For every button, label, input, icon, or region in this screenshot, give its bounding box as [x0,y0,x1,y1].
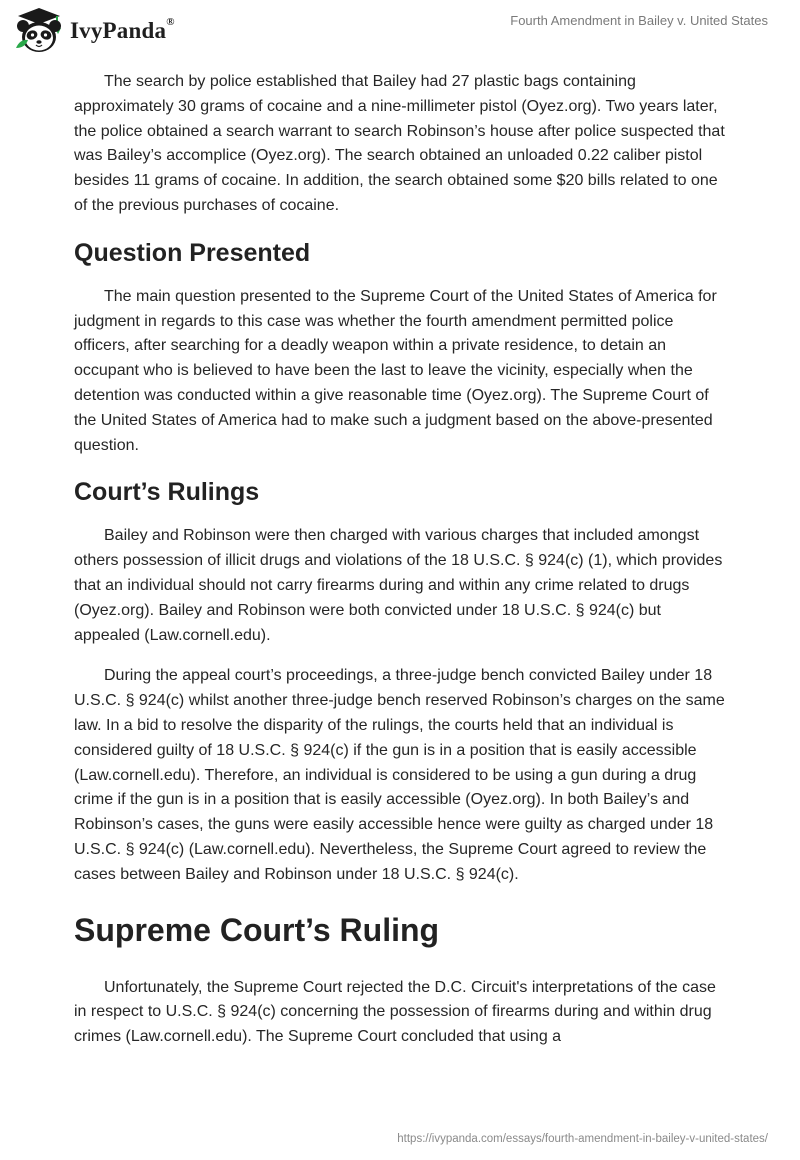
source-url[interactable]: https://ivypanda.com/essays/fourth-amendment-in-bailey-v-united-states/ [397,1133,768,1145]
trademark-mark: ® [166,16,175,28]
supreme-ruling-paragraph: Unfortunately, the Supreme Court rejected the D.C. Circuit's interpretations of the case in respect to U.S.C. § 924(c) concerning the possession of firearms during and within drug crimes (Law.cornell.edu). The Supreme Court concluded that using a [74,978,716,1046]
question-paragraph: The main question presented to the Supreme Court of the United States of America for judgment in regards to this case was whether the fourth amendment permitted police officers, after searching for a deadly weapon within a private residence, to detain an occupant who is believed to have been the last to leave the vicinity, especially when the detention was conducted within a give reasonable time (Oyez.org). The Supreme Court of the United States of America had to make such a judgment based on the above-presented question. [74,287,717,454]
page-header [0,0,800,62]
rulings-paragraph-1: Bailey and Robinson were then charged with various charges that included amongst others possession of illicit drugs and violations of the 18 U.S.C. § 924(c) (1), which provides that an individual should not carry firearms during and within any crime related to drugs (Oyez.org). Bailey and Robinson were both convicted under 18 U.S.C. § 924(c) but appealed (Law.cornell.edu). [74,527,723,644]
question-presented-heading: Question Presented [74,238,311,267]
supreme-court-ruling-heading: Supreme Court’s Ruling [74,911,440,948]
document-title: Fourth Amendment in Bailey v. United States [510,13,768,28]
intro-paragraph: The search by police established that Bailey had 27 plastic bags containing approximately 30 grams of cocaine and a nine-millimeter pistol (Oyez.org). Two years later, the police obtained a search warrant to search Robinson’s house after police suspected that was Bailey’s accomplice (Oyez.org). The search obtained an unloaded 0.22 caliber pistol besides 11 grams of cocaine. In addition, the search obtained some $20 bills related to one of the previous purchases of cocaine. [74,73,725,214]
essay-content [74,70,728,1066]
brand-text: IvyPanda [70,18,167,43]
brand-name [70,18,175,44]
panda-logo-icon [12,6,66,56]
rulings-paragraph-2: During the appeal court’s proceedings, a three-judge bench convicted Bailey under 18 U.S.C. § 924(c) whilst another three-judge bench reserved Robinson’s charges on the same law. In a bid to resolve the disparity of the rulings, the courts held that an individual is considered guilty of 18 U.S.C. § 924(c) if the gun is in a position that is easily accessible (Law.cornell.edu). Therefore, an individual is considered to be using a gun during a drug crime if the gun is in a position that is easily accessible (Oyez.org). In both Bailey’s and Robinson’s cases, the guns were easily accessible hence were guilty as charged under 18 U.S.C. § 924(c) (Law.cornell.edu). Nevertheless, the Supreme Court agreed to review the cases between Bailey and Robinson under 18 U.S.C. § 924(c). [74,667,725,883]
courts-rulings-heading: Court’s Rulings [74,478,260,507]
ivypanda-logo[interactable] [12,6,175,56]
